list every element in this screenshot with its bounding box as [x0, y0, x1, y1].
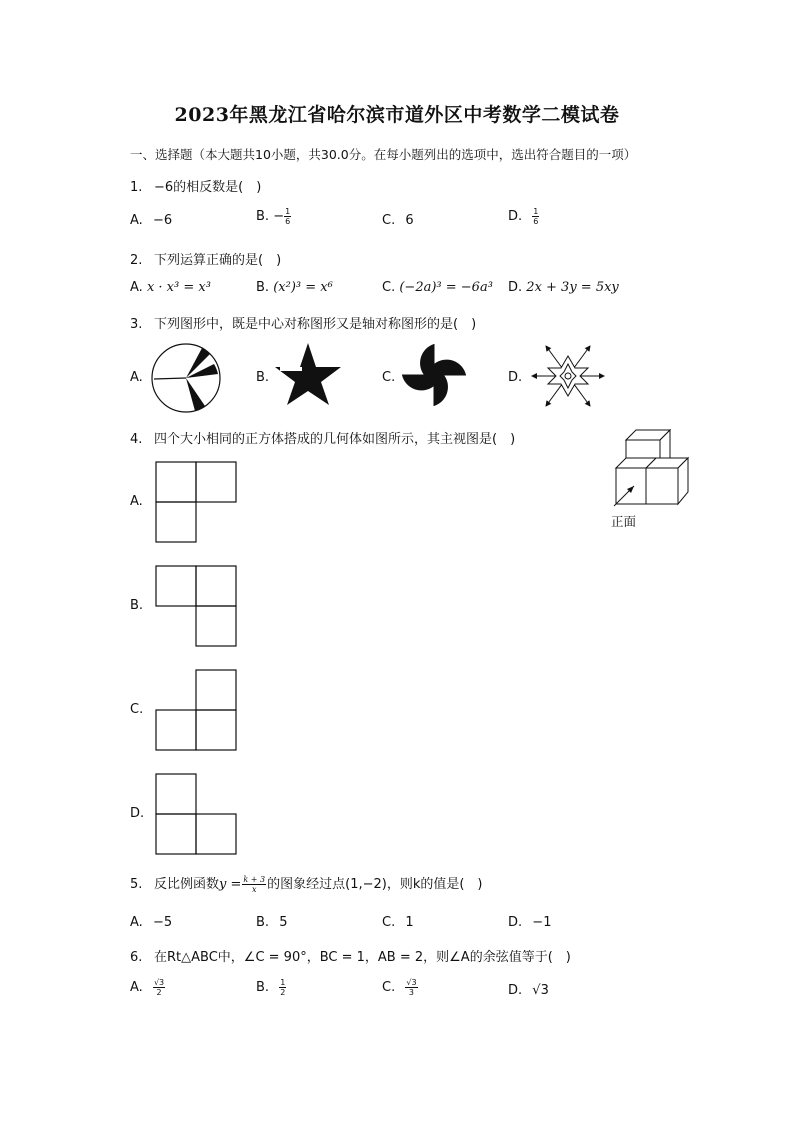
question-text: −6的相反数是( ): [154, 180, 262, 195]
q5-option-a[interactable]: A. −5: [130, 915, 173, 930]
q6-option-b[interactable]: B. $\frac{1}{2}$: [256, 978, 286, 997]
q4-option-d[interactable]: D.: [130, 806, 145, 821]
q1-option-d[interactable]: D. $\frac{1}{6}$: [508, 207, 539, 226]
q2-option-c[interactable]: C. (−2a)³ = −6a³: [382, 280, 493, 295]
q3-option-d[interactable]: D.: [508, 370, 523, 385]
question-5: 5. 反比例函数y = $\frac{k + 3}{x}$ 的图象经过点(1,−2)，则k的值是( ): [130, 875, 483, 894]
section-heading: 一、选择题（本大题共10小题，共30.0分。在每小题列出的选项中，选出符合题目的一项）: [130, 147, 637, 162]
option-c-view: [155, 669, 237, 751]
question-2: 2. 下列运算正确的是( ): [130, 253, 282, 268]
question-1: [130, 176, 261, 195]
q4-option-c[interactable]: C.: [130, 702, 144, 717]
question-6: 6. 在Rt△ABC中，∠C = 90°，BC = 1，AB = 2，则∠A的余弦值等于( ): [130, 950, 571, 965]
q4-option-a[interactable]: A.: [130, 494, 143, 509]
q6-option-d[interactable]: D. √3: [508, 983, 549, 998]
q3-option-b[interactable]: B.: [256, 370, 270, 385]
circle-sectors-figure: [150, 342, 222, 414]
q4-option-b[interactable]: B.: [130, 598, 144, 613]
pinwheel-figure: [400, 342, 468, 408]
page-title: 2023年黑龙江省哈尔滨市道外区中考数学二模试卷: [174, 104, 620, 126]
arrow-star-figure: [528, 342, 608, 410]
q2-option-d[interactable]: D. 2x + 3y = 5xy: [508, 280, 619, 295]
front-view-label: 正面: [611, 514, 637, 529]
q3-option-a[interactable]: A.: [130, 370, 143, 385]
option-b-view: [155, 565, 237, 647]
q6-option-c[interactable]: C. $\frac{√3}{3}$: [382, 978, 417, 997]
q6-option-a[interactable]: A. $\frac{√3}{2}$: [130, 978, 165, 997]
question-number: 1.: [130, 180, 143, 195]
question-4: 4. 四个大小相同的正方体搭成的几何体如图所示，其主视图是( ): [130, 432, 516, 447]
q2-option-b[interactable]: B. (x²)³ = x⁶: [256, 280, 333, 295]
option-d-view: [155, 773, 237, 855]
q3-option-c[interactable]: C.: [382, 370, 396, 385]
q1-option-b[interactable]: B. − $\frac{1}{6}$: [256, 207, 291, 226]
q2-option-a[interactable]: A. x · x³ = x³: [130, 280, 211, 295]
cube-stack-figure: [608, 428, 692, 508]
option-a-view: [155, 461, 237, 543]
q5-option-c[interactable]: C. 1: [382, 915, 414, 930]
q5-option-b[interactable]: B. 5: [256, 915, 288, 930]
q1-option-a[interactable]: A. −6: [130, 213, 173, 228]
star-figure: [274, 342, 342, 406]
q5-option-d[interactable]: D. −1: [508, 915, 552, 930]
q1-option-c[interactable]: C. 6: [382, 213, 414, 228]
question-3: 3. 下列图形中，既是中心对称图形又是轴对称图形的是( ): [130, 317, 477, 332]
